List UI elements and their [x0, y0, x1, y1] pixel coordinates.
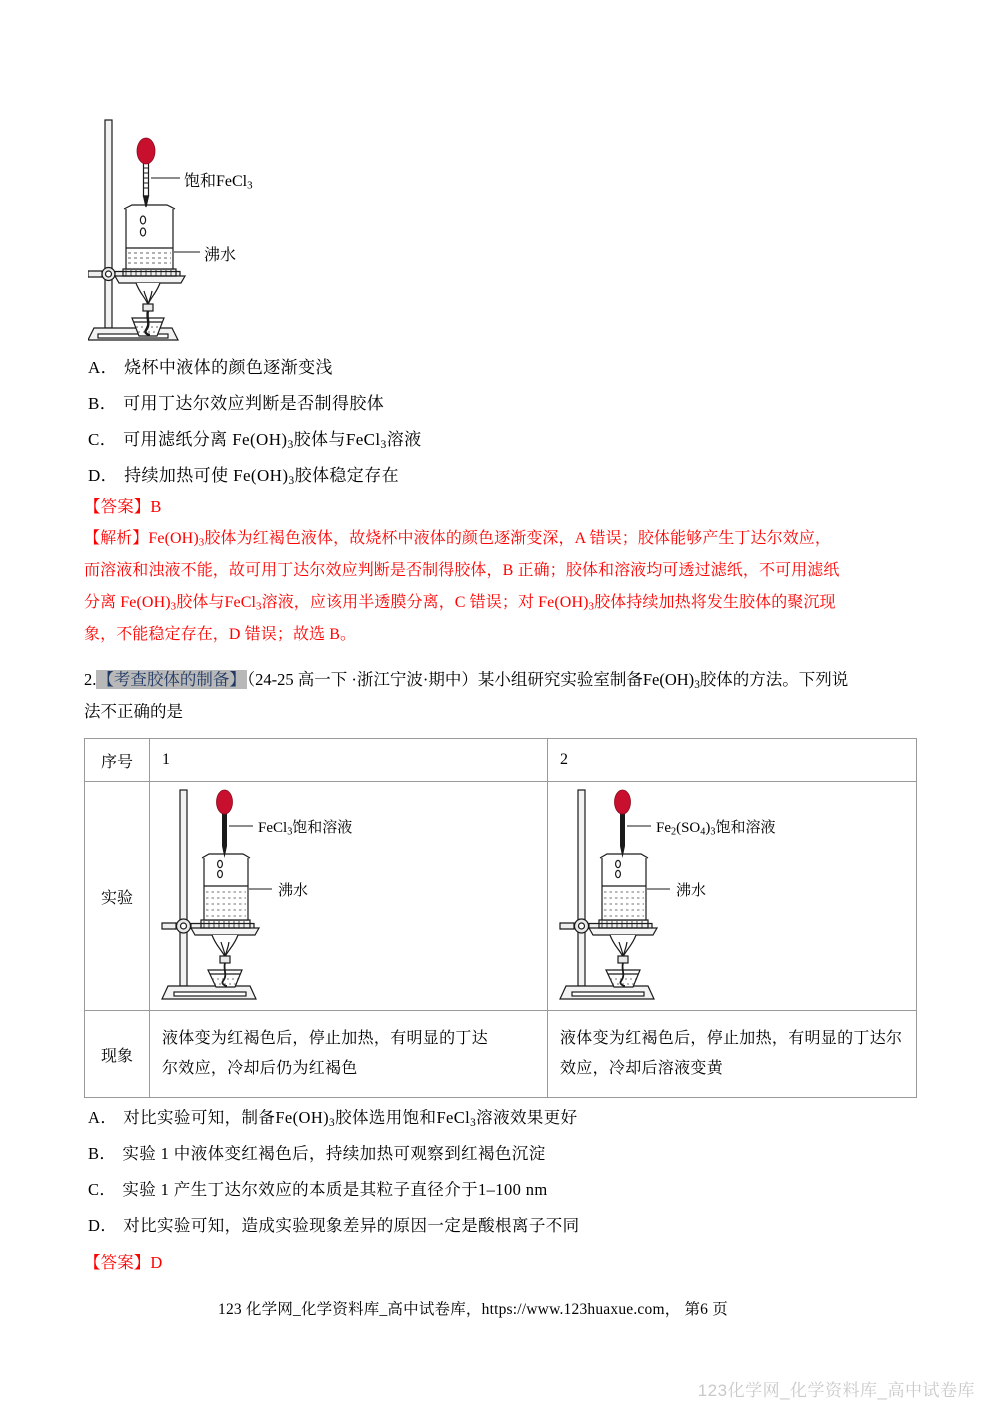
q2-stem-line-1 — [84, 670, 848, 695]
q1-analysis-line-3: 分离 $Fe(OH)_3$胶体与FeCl$_3$溶液，应该用半透膜分离，C 错误；对 $Fe(OH)_3$胶体持续加热将发生胶体的聚沉现 — [84, 594, 836, 613]
q1-option-c — [88, 430, 422, 455]
page-watermark: 123化学网_化学资料库_高中试卷库 — [697, 1381, 975, 1400]
q1-option-d-text: 持续加热可使 $Fe(OH)_3$胶体稳定存在 — [124, 466, 399, 487]
phenomenon-1-line-1: 液体变为红褐色后，停止加热，有明显的丁达 — [162, 1030, 489, 1047]
exp1-dropper-label: FeCl$_3$饱和溶液 — [258, 820, 353, 838]
exp2-water-label: 沸水 — [676, 883, 707, 899]
dropper-bulb-icon — [217, 790, 233, 814]
exp1-water-label: 沸水 — [278, 883, 309, 899]
q2-option-a-text: 对比实验可知，制备$Fe(OH)_3$胶体选用饱和FeCl$_3$溶液效果更好 — [123, 1108, 578, 1129]
q1-analysis-line-4: 象，不能稳定存在，D 错误；故选 B。 — [84, 626, 357, 643]
q2-number: 2. — [84, 670, 97, 689]
q1-option-a-text: 烧杯中液体的颜色逐渐变浅 — [124, 358, 333, 377]
q2-answer-line — [84, 1253, 162, 1272]
q2-answer-value: D — [150, 1253, 163, 1272]
q2-option-b — [88, 1144, 546, 1164]
q2-option-a-label: A． — [88, 1108, 118, 1127]
q1-option-d-label: D． — [88, 466, 119, 485]
q2-answer-prefix: 【答案】 — [84, 1253, 151, 1272]
table-cell-phenomenon-1 — [150, 1011, 548, 1098]
q2-option-a — [88, 1108, 578, 1133]
phenomenon-2-line-1: 液体变为红褐色后，停止加热，有明显的丁达尔 — [560, 1030, 903, 1047]
q1-option-a — [88, 358, 333, 378]
table-cell-phenomenon-2 — [548, 1011, 917, 1098]
q1-analysis-line-1: 【解析】$Fe(OH)_3$胶体为红褐色液体，故烧杯中液体的颜色逐渐变深，A 错误；胶体能够产生丁达尔效应， — [84, 530, 832, 549]
table-cell-index-2: 2 — [548, 739, 917, 782]
phenomenon-1-line-2: 尔效应，冷却后仍为红褐色 — [162, 1060, 358, 1077]
q1-option-b-label: B． — [88, 394, 118, 413]
q1-option-b — [88, 394, 384, 414]
q1-answer-value: B — [150, 497, 162, 516]
q2-option-d — [88, 1216, 580, 1236]
q2-stem-text-1: 某小组研究实验室制备$Fe(OH)_3$胶体的方法。下列说 — [477, 670, 849, 691]
experiment-table — [84, 738, 917, 1098]
table-row-experiment — [85, 782, 917, 1011]
q2-option-b-text: 实验 1 中液体变红褐色后，持续加热可观察到红褐色沉淀 — [122, 1144, 546, 1163]
row-label-phenomenon: 现象 — [85, 1011, 150, 1098]
q1-option-c-text: 可用滤纸分离 $Fe(OH)_3$胶体与FeCl$_3$溶液 — [123, 430, 422, 451]
table-cell-experiment-2 — [548, 782, 917, 1011]
dropper-bulb-icon — [137, 138, 155, 164]
q2-stem-line-2: 法不正确的是 — [84, 702, 183, 721]
q1-analysis-line-2: 而溶液和浊液不能，故可用丁达尔效应判断是否制得胶体，B 正确；胶体和溶液均可透过滤纸，不可用滤纸 — [84, 562, 840, 579]
q2-option-d-text: 对比实验可知，造成实验现象差异的原因一定是酸根离子不同 — [123, 1216, 580, 1235]
q1-answer-line — [84, 497, 162, 516]
apparatus-diagram-1 — [88, 108, 388, 348]
q1-option-b-text: 可用丁达尔效应判断是否制得胶体 — [123, 394, 385, 413]
q2-option-c-text: 实验 1 产生丁达尔效应的本质是其粒子直径介于1–100 nm — [122, 1180, 548, 1199]
q2-option-c-label: C． — [88, 1180, 117, 1199]
table-cell-index-1: 1 — [150, 739, 548, 782]
dropper-bulb-icon — [615, 790, 631, 814]
q2-option-b-label: B． — [88, 1144, 117, 1163]
figure1-apparatus — [88, 108, 388, 348]
figure1-dropper-label: 饱和FeCl$_3$ — [184, 173, 253, 192]
q2-option-c — [88, 1180, 548, 1200]
q2-tag: 【考查胶体的制备】 — [97, 670, 246, 689]
table-cell-experiment-1 — [150, 782, 548, 1011]
table-row-index — [85, 739, 917, 782]
q1-option-a-label: A． — [88, 358, 119, 377]
row-label-index: 序号 — [85, 739, 150, 782]
exp2-dropper-label: $Fe_2(SO_4)_3$饱和溶液 — [656, 820, 776, 838]
page-footer: 123 化学网_化学资料库_高中试卷库，https://www.123huaxue.com， 第6 页 — [218, 1301, 728, 1318]
q1-answer-prefix: 【答案】 — [84, 497, 151, 516]
row-label-experiment: 实验 — [85, 782, 150, 1011]
phenomenon-2-line-2: 效应，冷却后溶液变黄 — [560, 1060, 724, 1077]
q2-option-d-label: D． — [88, 1216, 118, 1235]
q2-source: （24-25 高一下 ·浙江宁波·期中） — [246, 670, 478, 689]
figure1-water-label: 沸水 — [204, 247, 237, 264]
table-row-phenomenon — [85, 1011, 917, 1098]
q1-option-d — [88, 466, 399, 491]
q1-option-c-label: C． — [88, 430, 118, 449]
